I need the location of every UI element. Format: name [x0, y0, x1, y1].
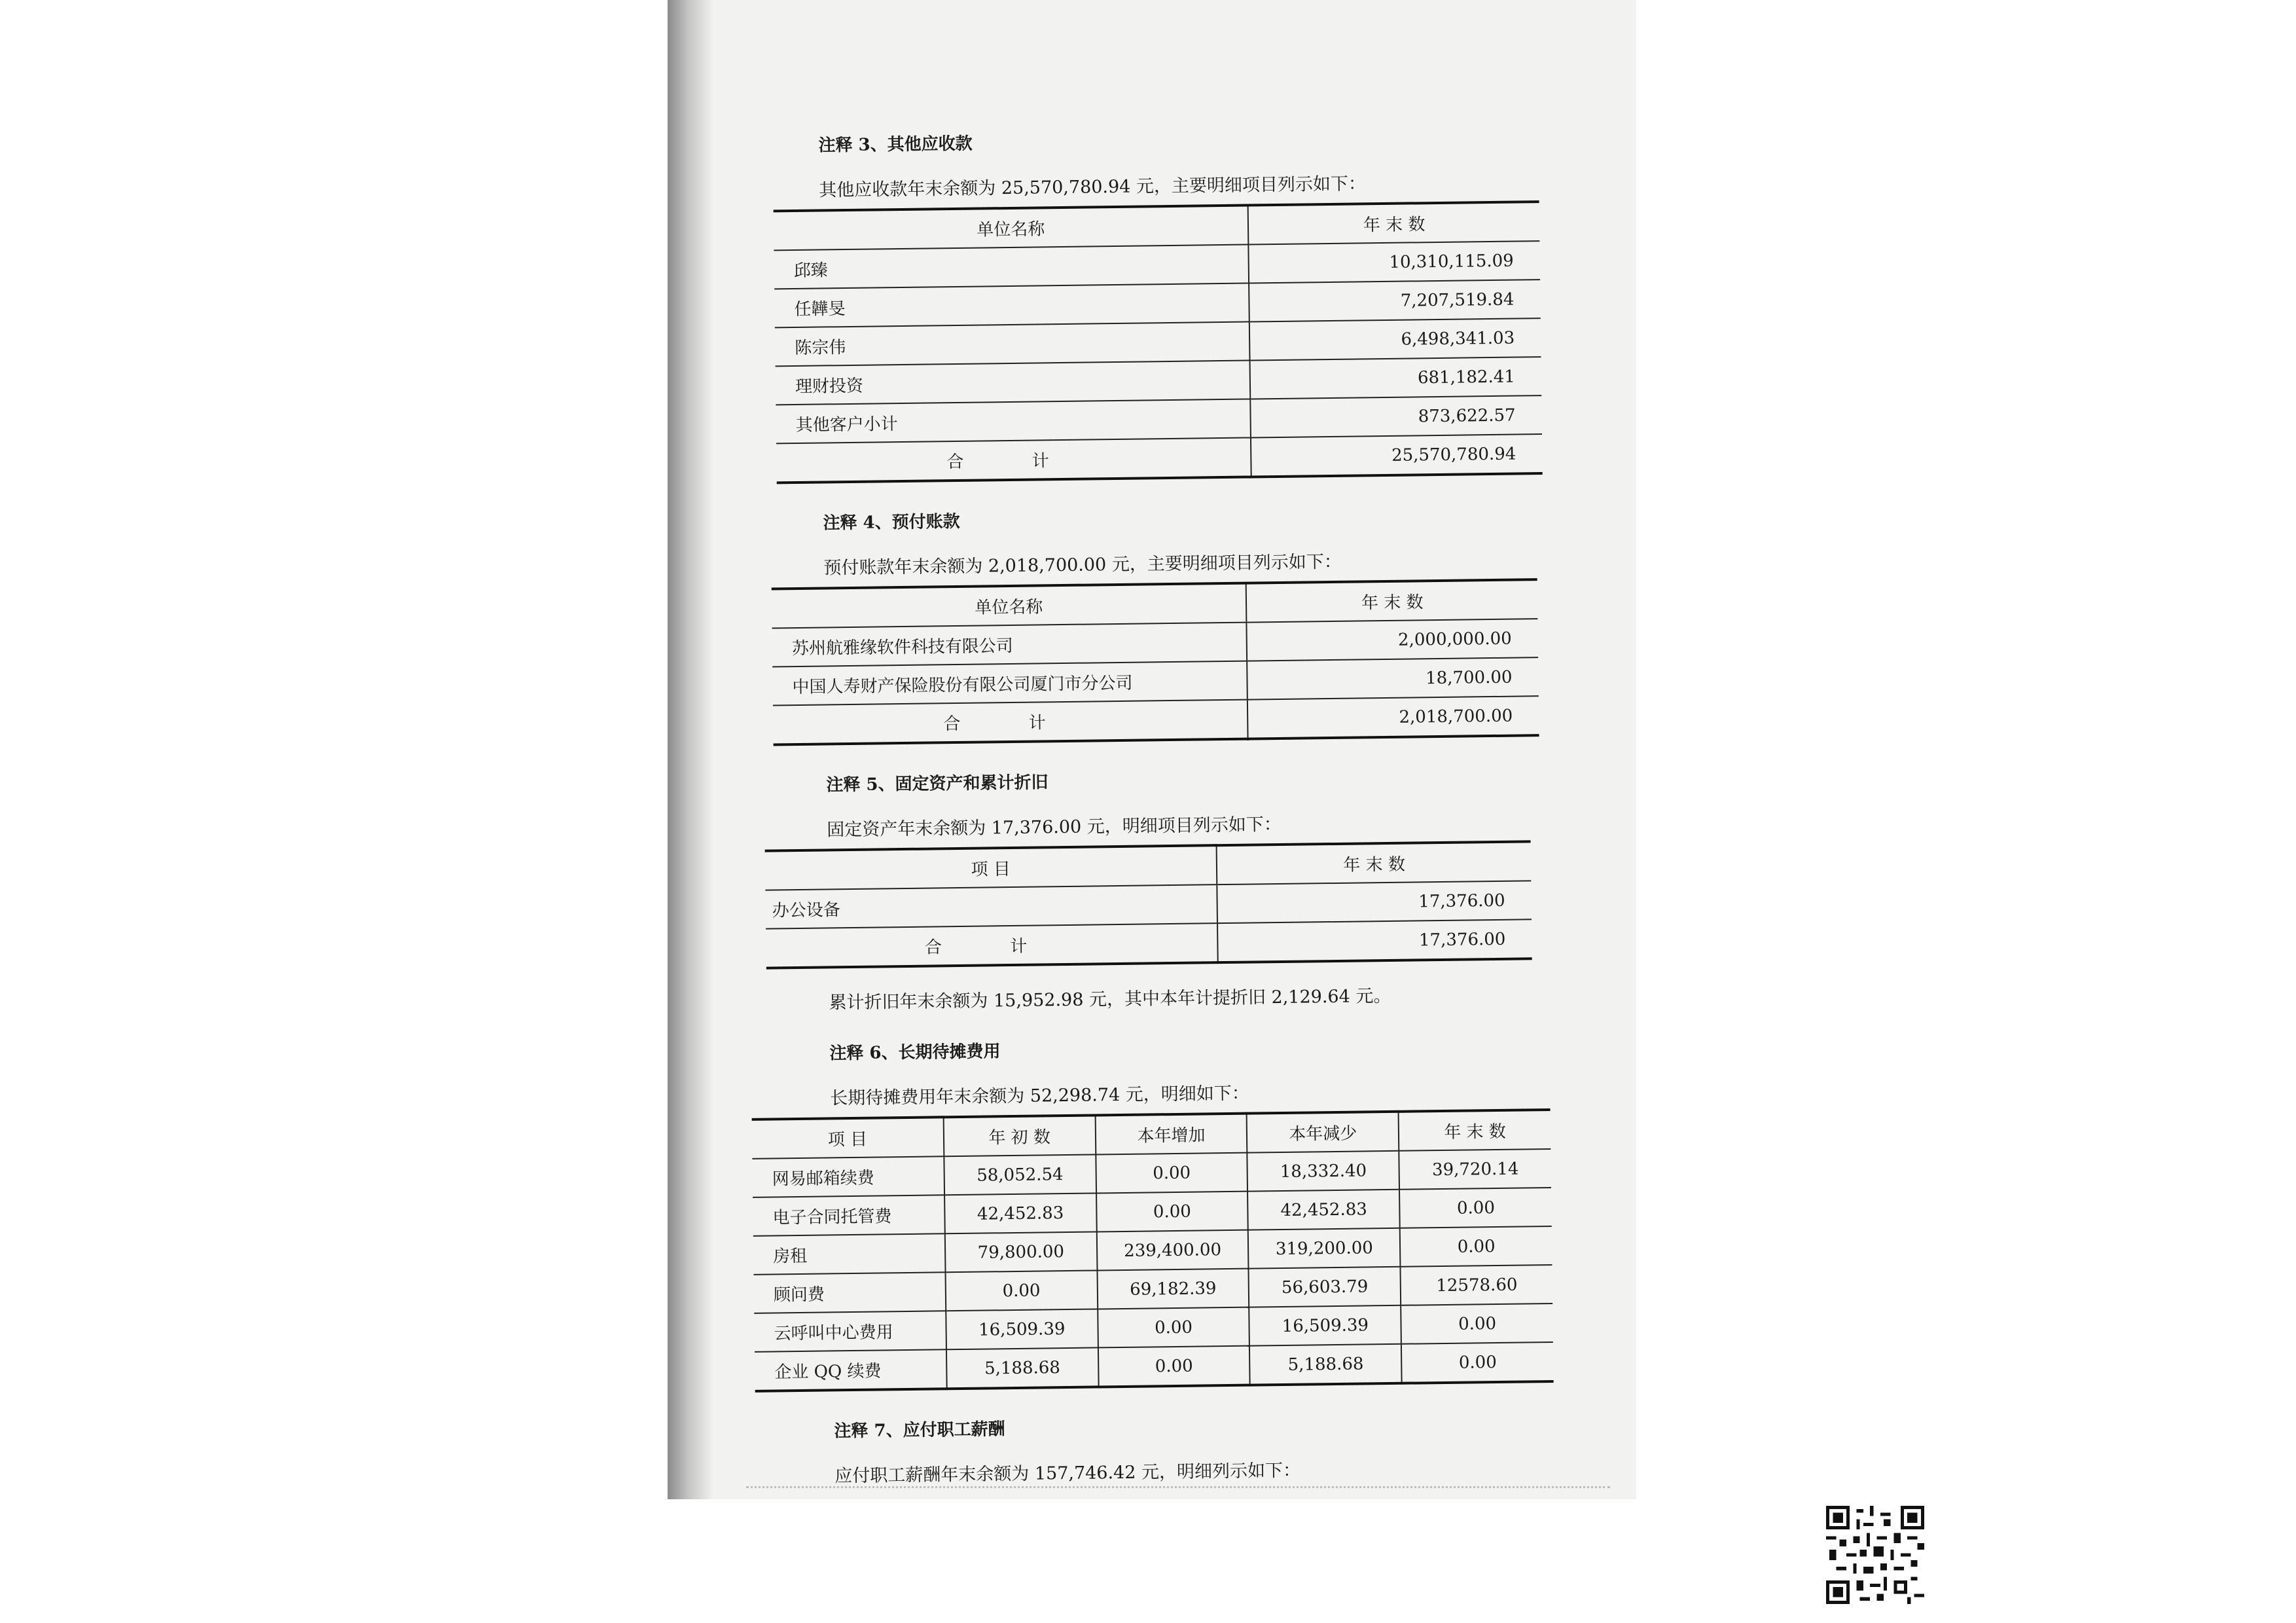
row-name: 房租 [753, 1233, 945, 1275]
row-opening: 79,800.00 [945, 1231, 1098, 1272]
row-name: 陈宗伟 [775, 322, 1250, 367]
row-opening: 16,509.39 [946, 1309, 1098, 1349]
row-increase: 69,182.39 [1097, 1269, 1249, 1309]
note5-depreciation-text: 累计折旧年末余额为 15,952.98 元，其中本年计提折旧 2,129.64 元。 [829, 985, 1391, 1013]
row-name: 网易邮箱续费 [752, 1156, 944, 1197]
row-opening: 42,452.83 [944, 1193, 1097, 1233]
row-closing: 0.00 [1401, 1304, 1553, 1344]
row-name: 其他客户小计 [776, 399, 1251, 443]
note7-heading: 注释 7、应付职工薪酬 [834, 1419, 1005, 1442]
scan-edge-dots [746, 1486, 1610, 1492]
row-name: 电子合同托管费 [753, 1195, 944, 1236]
note5-heading: 注释 5、固定资产和累计折旧 [826, 773, 1049, 795]
row-decrease: 16,509.39 [1249, 1305, 1402, 1346]
row-value: 681,182.41 [1250, 357, 1541, 399]
row-decrease: 18,332.40 [1247, 1151, 1400, 1192]
row-value: 2,000,000.00 [1247, 619, 1538, 661]
note6-header-closing: 年 末 数 [1399, 1110, 1551, 1151]
total-value: 25,570,780.94 [1251, 434, 1542, 477]
row-closing: 0.00 [1399, 1188, 1552, 1228]
row-decrease: 42,452.83 [1247, 1190, 1400, 1230]
row-name: 任韡旻 [774, 283, 1249, 328]
total-label: 合 计 [773, 700, 1248, 745]
qr-code [1826, 1506, 1924, 1604]
note5-table [765, 840, 1532, 969]
note3-header-name: 单位名称 [774, 206, 1249, 251]
row-value: 873,622.57 [1251, 395, 1542, 437]
row-increase: 0.00 [1098, 1307, 1250, 1348]
note3-header-value: 年 末 数 [1248, 202, 1539, 244]
note6-header-increase: 本年增加 [1095, 1114, 1247, 1155]
row-name: 云呼叫中心费用 [754, 1311, 946, 1352]
note6-header-opening: 年 初 数 [943, 1115, 1096, 1156]
row-increase: 0.00 [1096, 1153, 1248, 1194]
row-name: 邱臻 [774, 245, 1249, 289]
note3-intro: 其他应收款年末余额为 25,570,780.94 元，主要明细项目列示如下： [819, 173, 1367, 201]
note7-intro: 应付职工薪酬年末余额为 157,746.42 元，明细列示如下： [834, 1460, 1301, 1487]
row-closing: 0.00 [1401, 1342, 1554, 1383]
note4-heading: 注释 4、预付账款 [823, 511, 960, 534]
row-name: 顾问费 [754, 1272, 946, 1313]
row-opening: 58,052.54 [944, 1154, 1096, 1195]
row-name: 理财投资 [776, 360, 1251, 405]
row-closing: 39,720.14 [1399, 1149, 1551, 1190]
note5-header-name: 项 目 [765, 845, 1217, 890]
note5-intro: 固定资产年末余额为 17,376.00 元，明细项目列示如下： [827, 814, 1282, 841]
row-opening: 0.00 [945, 1270, 1098, 1311]
row-value: 18,700.00 [1247, 657, 1539, 699]
row-opening: 5,188.68 [946, 1347, 1099, 1389]
row-value: 7,207,519.84 [1249, 280, 1540, 321]
note6-header-decrease: 本年减少 [1247, 1112, 1399, 1153]
row-name: 企业 QQ 续费 [755, 1349, 947, 1391]
note5-header-value: 年 末 数 [1217, 841, 1531, 884]
row-value: 17,376.00 [1217, 881, 1532, 923]
total-value: 2,018,700.00 [1247, 696, 1539, 739]
row-decrease: 56,603.79 [1249, 1267, 1401, 1307]
row-name: 办公设备 [765, 884, 1217, 928]
total-label: 合 计 [766, 923, 1218, 968]
total-value: 17,376.00 [1217, 919, 1532, 962]
row-name: 苏州航雅缘软件科技有限公司 [772, 623, 1247, 667]
row-value: 10,310,115.09 [1249, 241, 1540, 283]
note6-intro: 长期待摊费用年末余额为 52,298.74 元，明细如下： [830, 1083, 1249, 1109]
note4-header-value: 年 末 数 [1246, 579, 1537, 622]
row-name: 中国人寿财产保险股份有限公司厦门市分公司 [772, 661, 1247, 706]
row-closing: 12578.60 [1401, 1265, 1553, 1305]
row-decrease: 319,200.00 [1248, 1228, 1401, 1269]
row-increase: 239,400.00 [1096, 1230, 1249, 1271]
note6-header-item: 项 目 [752, 1117, 944, 1159]
row-value: 6,498,341.03 [1249, 318, 1541, 360]
scanned-page [668, 0, 1636, 1499]
note6-table [752, 1108, 1554, 1393]
note3-heading: 注释 3、其他应收款 [818, 134, 973, 156]
row-decrease: 5,188.68 [1249, 1344, 1402, 1385]
note3-table [774, 200, 1543, 484]
page-content [740, 111, 1575, 1496]
row-increase: 0.00 [1098, 1346, 1251, 1387]
note4-header-name: 单位名称 [772, 583, 1247, 629]
note4-table [772, 578, 1539, 746]
note6-heading: 注释 6、长期待摊费用 [829, 1042, 1001, 1064]
row-increase: 0.00 [1096, 1192, 1249, 1232]
binding-shadow [668, 0, 713, 1499]
row-closing: 0.00 [1400, 1226, 1552, 1267]
note4-intro: 预付账款年末余额为 2,018,700.00 元，主要明细项目列示如下： [823, 551, 1342, 579]
total-label: 合 计 [776, 437, 1251, 483]
